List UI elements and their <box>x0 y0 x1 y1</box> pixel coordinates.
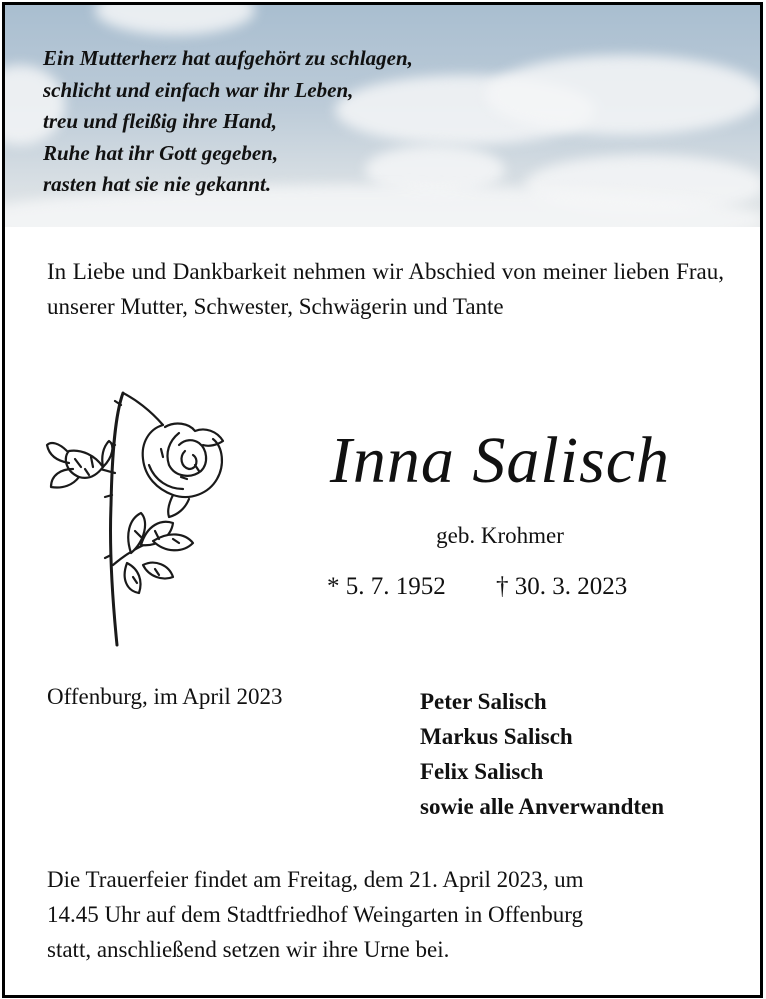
place-date: Offenburg, im April 2023 <box>47 684 283 709</box>
mourners-list <box>420 684 664 824</box>
rose-icon <box>45 385 230 647</box>
intro-text: In Liebe und Dankbarkeit nehmen wir Abschied von meiner lieben Frau, unserer Mutter, Schwester, Schwägerin und Tante <box>47 259 724 319</box>
deceased-name: Inna Salisch <box>329 424 671 497</box>
poem-line: rasten hat sie nie gekannt. <box>43 172 272 196</box>
service-info <box>47 862 724 967</box>
poem-line: treu und fleißig ihre Hand, <box>43 109 277 133</box>
service-line: 14.45 Uhr auf dem Stadtfriedhof Weingarten in Offenburg <box>47 902 583 927</box>
death-date: † 30. 3. 2023 <box>496 573 628 600</box>
service-line: statt, anschließend setzen wir ihre Urne bei. <box>47 937 450 962</box>
sky-banner <box>5 5 760 227</box>
birth-date: * 5. 7. 1952 <box>327 573 446 600</box>
mourner-name: Felix Salisch <box>420 759 544 784</box>
poem-line: schlicht und einfach war ihr Leben, <box>43 77 354 102</box>
birth-name: geb. Krohmer <box>436 523 564 548</box>
mourner-name: sowie alle Anverwandten <box>420 794 665 819</box>
poem <box>43 43 413 201</box>
mourner-name: Markus Salisch <box>420 724 573 749</box>
mourner-name: Peter Salisch <box>420 689 547 714</box>
poem-line: Ein Mutterherz hat aufgehört zu schlagen, <box>43 46 413 70</box>
obituary-notice <box>2 2 763 998</box>
life-dates <box>327 573 627 601</box>
poem-line: Ruhe hat ihr Gott gegeben, <box>43 140 279 165</box>
service-line: Die Trauerfeier findet am Freitag, dem 21. April 2023, um <box>47 867 584 892</box>
